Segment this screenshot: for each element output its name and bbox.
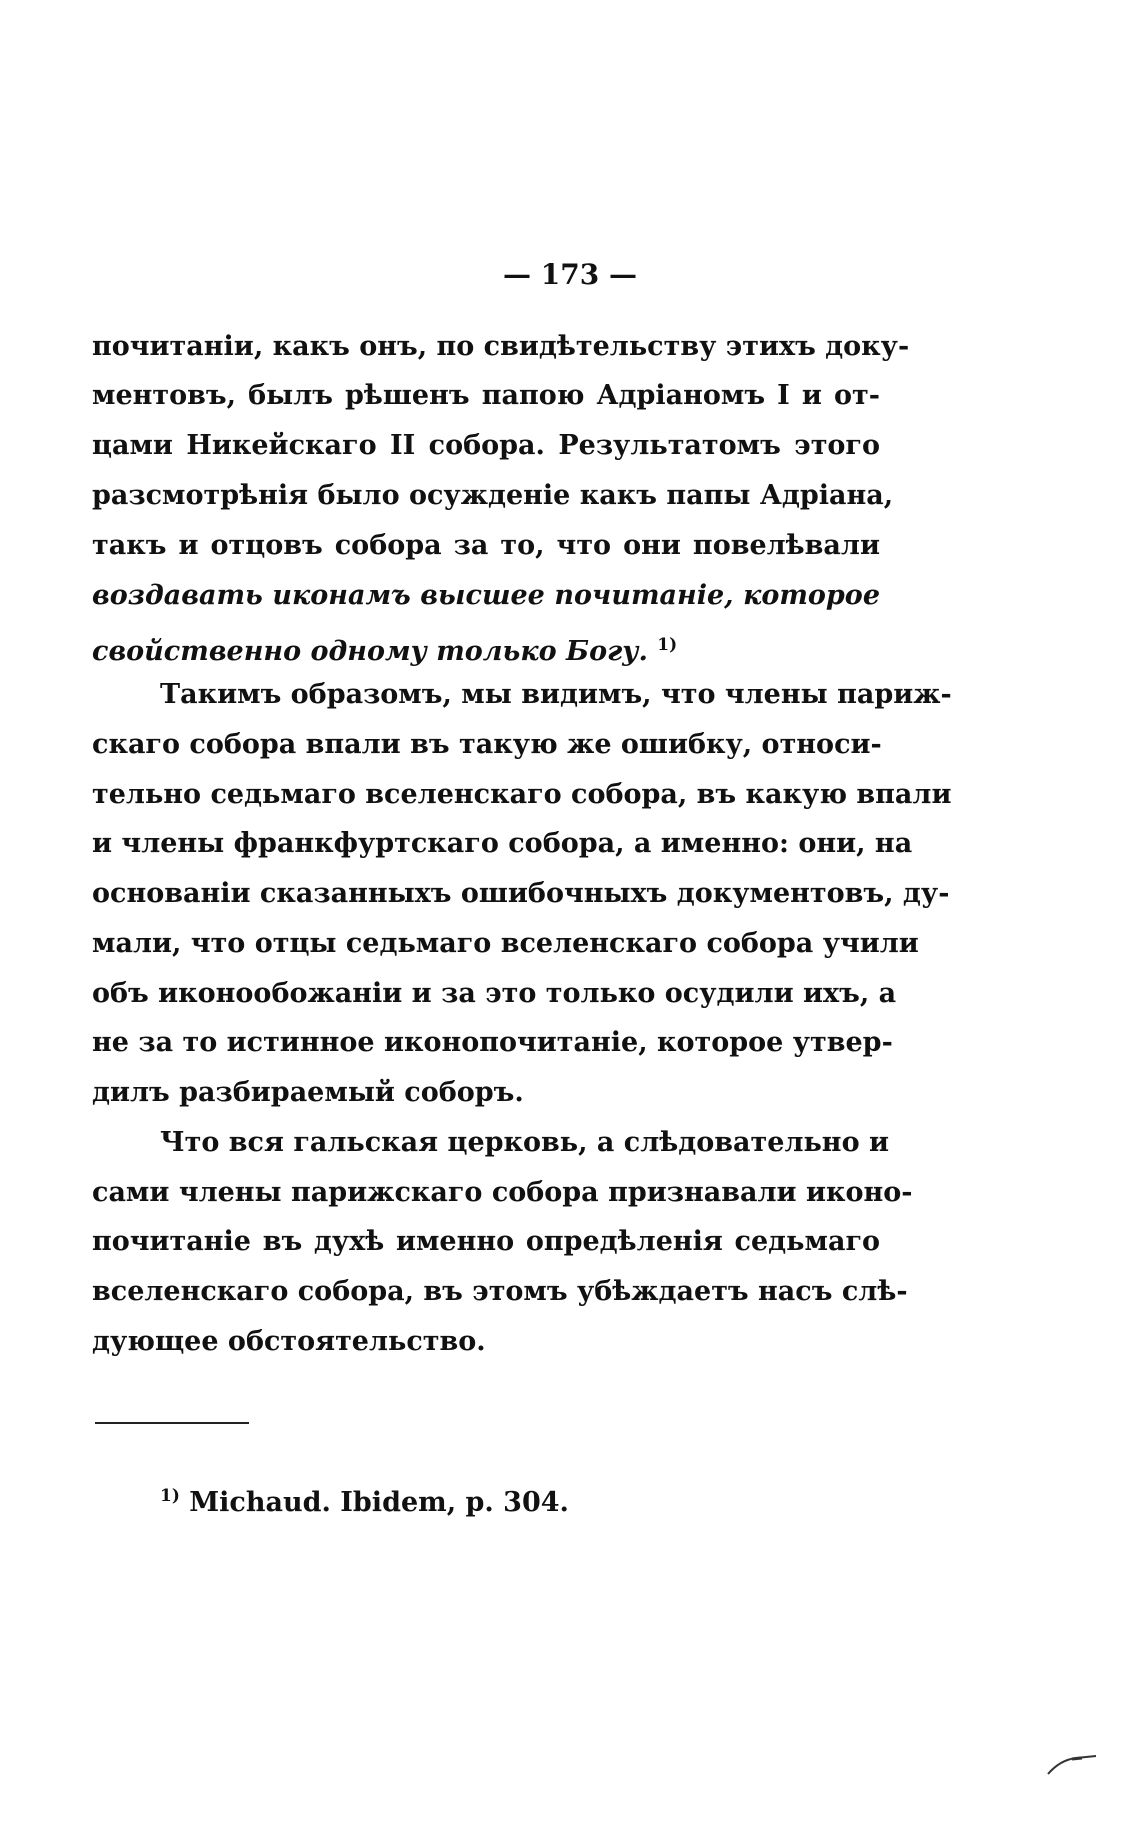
text-line: почитаніи, какъ онъ, по свидѣтельству этихъ доку-	[92, 331, 910, 362]
footnote-reference-mark: 1)	[657, 635, 678, 655]
italic-quote-line: воздавать иконамъ высшее почитаніе, которое	[92, 580, 880, 611]
italic-quote-text: свойственно одному только Богу.	[92, 636, 648, 667]
scan-mark-icon	[1042, 1748, 1102, 1778]
footnote-rule	[95, 1422, 249, 1424]
text-line: ментовъ, былъ рѣшенъ папою Адріаномъ I и от-	[92, 380, 880, 411]
footnote-mark: 1)	[160, 1486, 180, 1506]
text-line: разсмотрѣнія было осужденіе какъ папы Адріана,	[92, 480, 894, 511]
text-line: почитаніе въ духѣ именно опредѣленія седьмаго	[92, 1226, 880, 1257]
footnote-text: Michaud. Ibidem, p. 304.	[189, 1487, 569, 1518]
text-line: Такимъ образомъ, мы видимъ, что члены париж-	[160, 679, 952, 710]
text-line: сами члены парижскаго собора признавали иконо-	[92, 1177, 913, 1208]
text-line: не за то истинное иконопочитаніе, которое утвер-	[92, 1027, 893, 1058]
text-line: Что вся гальская церковь, а слѣдовательно и	[160, 1127, 889, 1158]
text-line: дилъ разбираемый соборъ.	[92, 1077, 524, 1108]
text-line: основаніи сказанныхъ ошибочныхъ документовъ, ду-	[92, 878, 950, 909]
text-line: скаго собора впали въ такую же ошибку, относи-	[92, 729, 882, 760]
text-line: объ иконообожаніи и за это только осудили ихъ, а	[92, 978, 897, 1009]
page-number: — 173 —	[503, 258, 637, 291]
text-line: тельно седьмаго вселенскаго собора, въ какую впали	[92, 779, 952, 810]
italic-quote-line-last	[92, 623, 880, 667]
text-line: такъ и отцовъ собора за то, что они повелѣвали	[92, 530, 880, 561]
text-line: вселенскаго собора, въ этомъ убѣждаетъ насъ слѣ-	[92, 1276, 908, 1307]
text-line: мали, что отцы седьмаго вселенскаго собора учили	[92, 928, 919, 959]
text-line: цами Никейскаго II собора. Результатомъ этого	[92, 430, 880, 461]
footnote	[160, 1474, 569, 1518]
footnote-reference	[657, 636, 677, 667]
text-line: и члены франкфуртскаго собора, а именно: они, на	[92, 828, 913, 859]
text-line: дующее обстоятельство.	[92, 1326, 486, 1357]
